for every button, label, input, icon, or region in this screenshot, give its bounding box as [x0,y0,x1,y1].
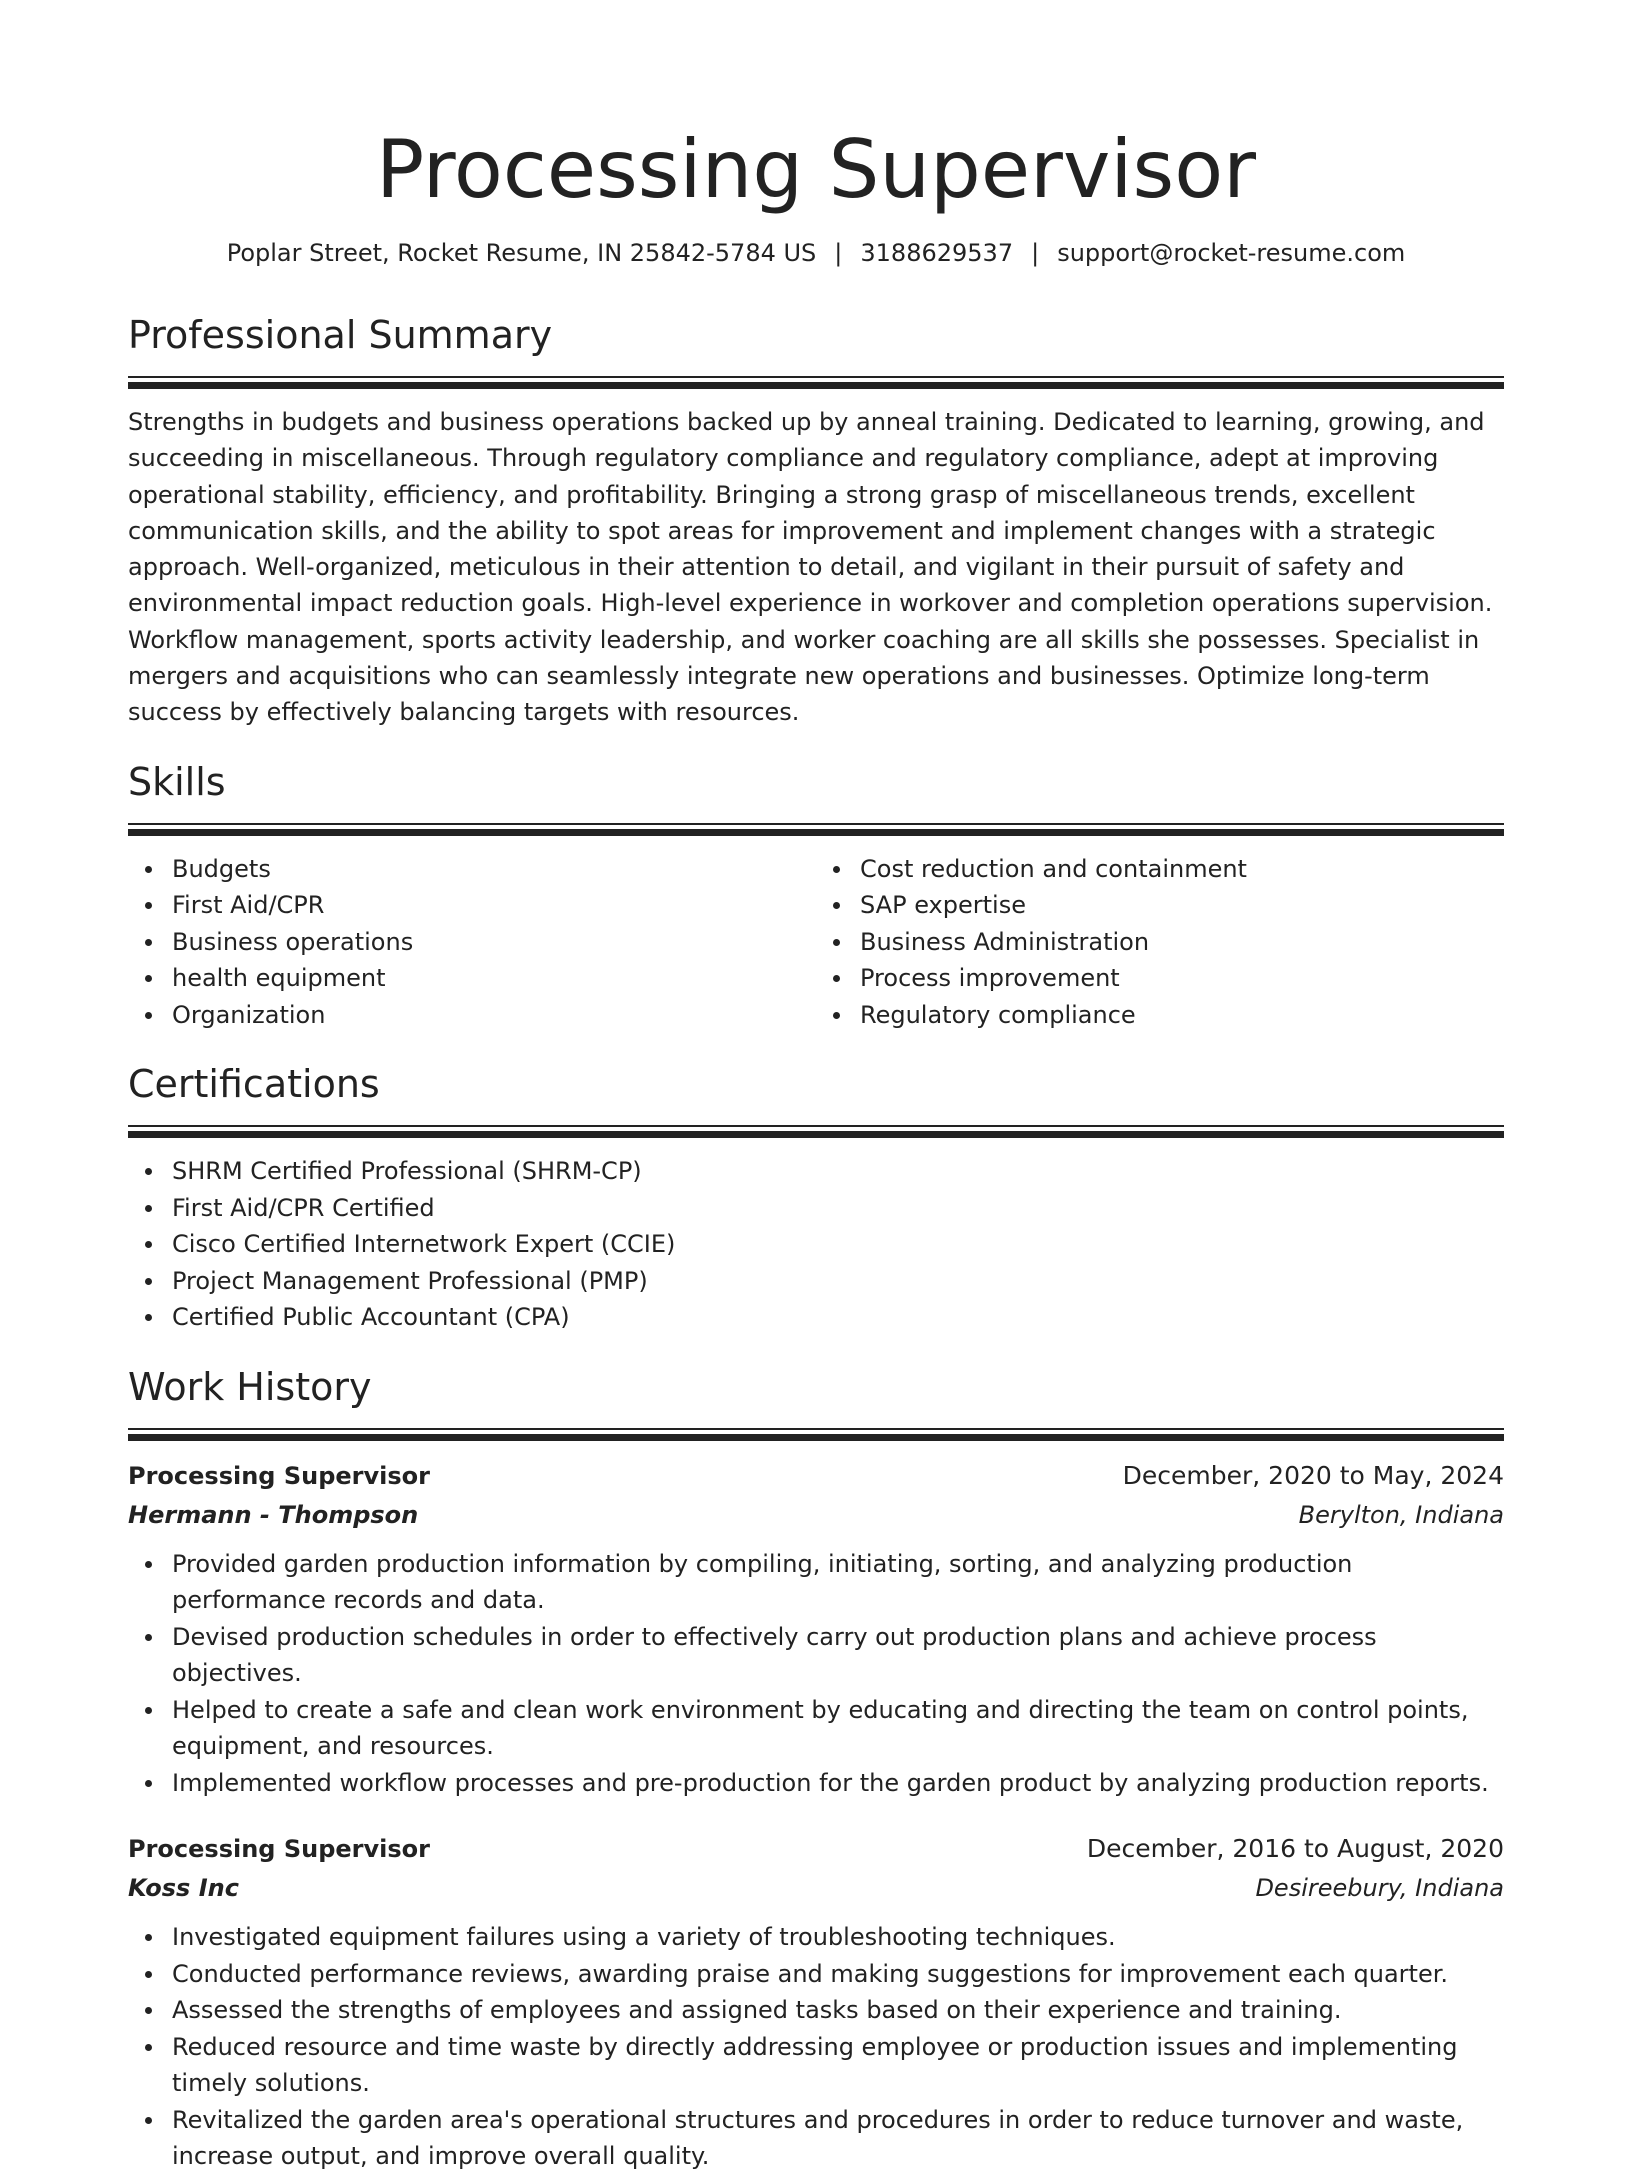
section-divider [128,376,1504,390]
job-header-row [128,1829,1504,1869]
job-company: Koss Inc [128,1874,239,1903]
job-dates: December, 2020 to May, 2024 [1122,1460,1504,1490]
contact-email: support@rocket-resume.com [1057,239,1406,267]
job-location: Berylton, Indiana [1298,1500,1504,1529]
contact-separator: | [834,239,843,267]
job-bullet: Provided garden production information by compiling, initiating, sorting, and analyzing production performance records and data. [172,1546,1504,1619]
skill-item: health equipment [172,960,816,997]
section-divider [128,1125,1504,1139]
job-bullet: Devised production schedules in order to effectively carry out production plans and achieve process objectives. [172,1619,1504,1692]
job-bullet: Revitalized the garden area's operational structures and procedures in order to reduce turnover and waste, increase output, and improve overall quality. [172,2102,1504,2175]
job-dates: December, 2016 to August, 2020 [1086,1834,1504,1864]
skills-section [128,757,1504,1034]
section-title-work-history: Work History [128,1364,372,1409]
section-title-certifications: Certifications [128,1062,380,1107]
contact-separator: | [1031,239,1040,267]
certification-item: Cisco Certified Internetwork Expert (CCIE) [172,1226,1504,1263]
job-bullet: Conducted performance reviews, awarding praise and making suggestions for improvement each quarter. [172,1956,1504,1993]
job-bullets [128,1546,1504,1802]
certification-item: First Aid/CPR Certified [172,1190,1504,1227]
skill-item: Cost reduction and containment [860,851,1504,888]
resume-name: Processing Supervisor [375,123,1257,216]
job-title: Processing Supervisor [128,1461,430,1490]
job-entry [128,1456,1504,1802]
section-divider [128,1428,1504,1442]
skill-item: First Aid/CPR [172,887,816,924]
skill-item: Business operations [172,924,816,961]
certification-item: SHRM Certified Professional (SHRM-CP) [172,1153,1504,1190]
job-bullet: Helped to create a safe and clean work environment by educating and directing the team on control points, equipment, and resources. [172,1692,1504,1765]
job-company: Hermann - Thompson [128,1500,419,1529]
summary-section [128,310,1504,731]
contact-line [128,236,1504,270]
job-title: Processing Supervisor [128,1835,430,1864]
certification-item: Project Management Professional (PMP) [172,1263,1504,1300]
contact-address: Poplar Street, Rocket Resume, IN 25842-5784 US [226,239,817,267]
skill-item: SAP expertise [860,887,1504,924]
certification-item: Certified Public Accountant (CPA) [172,1299,1504,1336]
skill-item: Regulatory compliance [860,997,1504,1034]
skills-list-right [816,851,1504,1034]
job-bullets [128,1919,1504,2175]
summary-text: Strengths in budgets and business operations backed up by anneal training. Dedicated to learning, growing, and succeeding in miscellaneous. Through regulatory compliance and regulatory compliance, adept at improving operational stability, efficiency, and profitability. Bringing a strong grasp of miscellaneous trends, excellent communication skills, and the ability to spot areas for improvement and implement changes with a strategic approach. Well-organized, meticulous in their attention to detail, and vigilant in their pursuit of safety and environmental impact reduction goals. High-level experience in workover and completion operations supervision. Workflow management, sports activity leadership, and worker coaching are all skills she possesses. Specialist in mergers and acquisitions who can seamlessly integrate new operations and businesses. Optimize long-term success by effectively balancing targets with resources. [128,408,1493,727]
section-title-skills: Skills [128,759,226,804]
skill-item: Business Administration [860,924,1504,961]
job-bullet: Investigated equipment failures using a variety of troubleshooting techniques. [172,1919,1504,1956]
job-subheader-row [128,1496,1504,1534]
certifications-list [128,1153,1504,1336]
job-bullet: Reduced resource and time waste by directly addressing employee or production issues and implementing timely solutions. [172,2029,1504,2102]
job-entry [128,1829,1504,2175]
job-location: Desireebury, Indiana [1255,1874,1504,1903]
job-bullet: Implemented workflow processes and pre-production for the garden product by analyzing production reports. [172,1765,1504,1802]
section-title-summary: Professional Summary [128,313,553,357]
job-header-row [128,1456,1504,1496]
skill-item: Budgets [172,851,816,888]
skills-list-left [128,851,816,1034]
certifications-section [128,1059,1504,1336]
job-subheader-row [128,1869,1504,1907]
work-history-section [128,1362,1504,2175]
section-divider [128,823,1504,837]
job-bullet: Assessed the strengths of employees and assigned tasks based on their experience and training. [172,1992,1504,2029]
skill-item: Organization [172,997,816,1034]
contact-phone: 3188629537 [860,239,1014,267]
skill-item: Process improvement [860,960,1504,997]
skills-grid [128,851,1504,1034]
